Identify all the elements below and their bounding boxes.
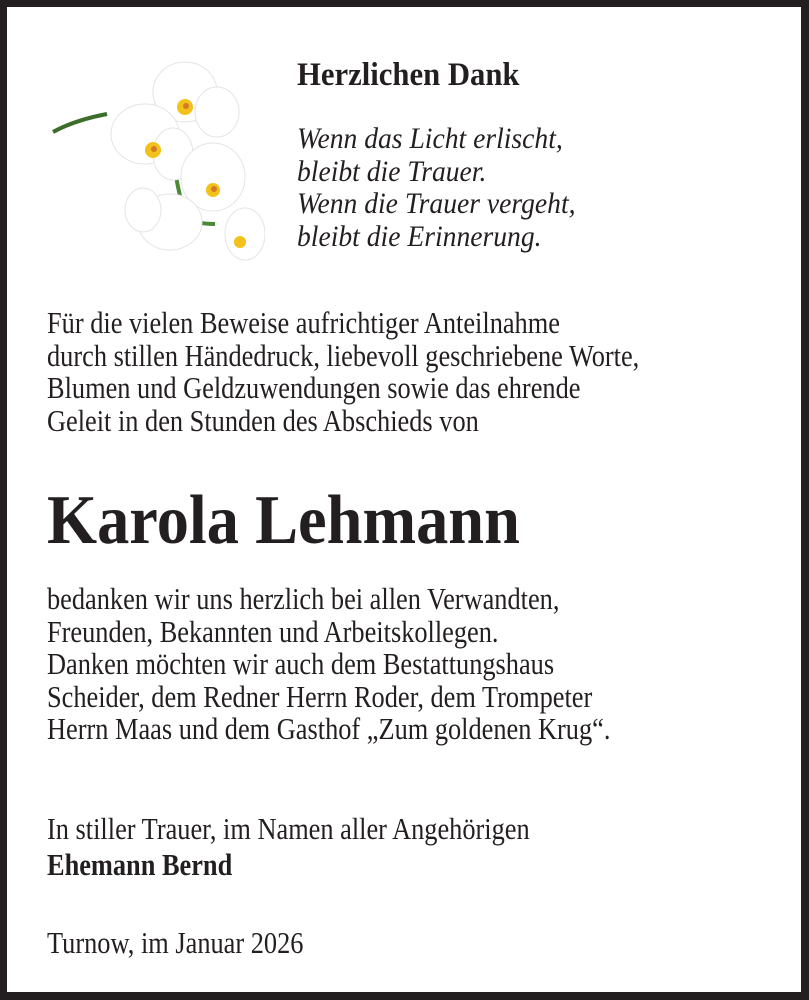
title-text: Herzlichen Dank	[297, 57, 520, 93]
poem-line: bleibt die Trauer.	[297, 154, 487, 188]
thanks-line: Freunden, Bekannten und Arbeitskollegen.	[47, 613, 499, 649]
obituary-notice	[7, 7, 801, 992]
place-date-text: Turnow, im Januar 2026	[47, 925, 304, 960]
notice-title	[297, 56, 536, 94]
poem-line: Wenn das Licht erlischt,	[297, 122, 563, 155]
intro-line: Geleit in den Stunden des Abschieds von	[47, 402, 479, 438]
thanks-paragraph	[47, 583, 710, 746]
place-date	[47, 926, 349, 960]
deceased-name-text: Karola Lehmann	[47, 482, 520, 559]
intro-paragraph	[47, 307, 744, 437]
poem	[297, 123, 600, 253]
intro-line: durch stillen Händedruck, liebevoll geschriebene Worte,	[47, 337, 640, 373]
thanks-line: Danken möchten wir auch dem Bestattungshaus	[47, 646, 555, 681]
thanks-line: Herrn Maas und dem Gasthof „Zum goldenen Krug“.	[47, 711, 611, 746]
closing-line: In stiller Trauer, im Namen aller Angehörigen	[47, 811, 530, 846]
signature: Ehemann Bernd	[47, 847, 233, 882]
thanks-line: bedanken wir uns herzlich bei allen Verwandten,	[47, 581, 560, 616]
deceased-name	[47, 481, 561, 561]
poem-line: bleibt die Erinnerung.	[297, 219, 542, 253]
intro-line: Für die vielen Beweise aufrichtiger Anteilnahme	[47, 305, 560, 340]
thanks-line: Scheider, dem Redner Herrn Roder, dem Trompeter	[47, 678, 593, 714]
orchid-icon	[45, 52, 265, 262]
intro-line: Blumen und Geldzuwendungen sowie das ehrende	[47, 370, 581, 405]
poem-line: Wenn die Trauer vergeht,	[297, 187, 576, 220]
closing-block	[47, 811, 615, 883]
